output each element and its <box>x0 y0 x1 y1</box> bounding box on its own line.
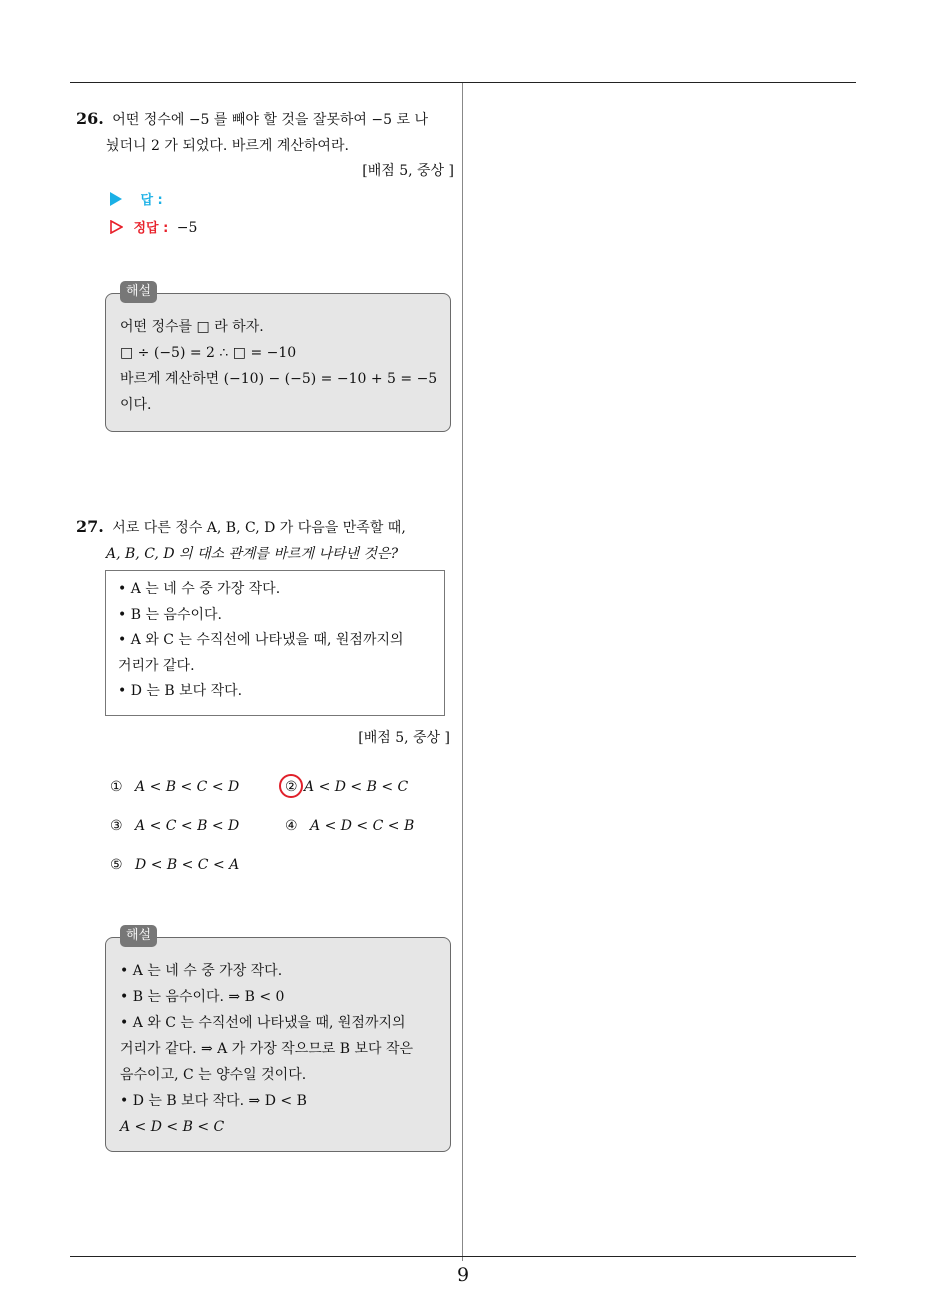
choice-4-number: ④ <box>285 818 298 834</box>
outline-triangle-icon <box>110 220 123 234</box>
choice-1-number: ① <box>110 779 123 795</box>
choice-5-text: D < B < C < A <box>135 857 240 873</box>
choice-4-text: A < D < C < B <box>310 818 415 834</box>
choice-5-number: ⑤ <box>110 857 123 873</box>
condition-line: 거리가 같다. <box>118 657 195 674</box>
question-26-text-line1: 어떤 정수에 −5 를 빼야 할 것을 잘못하여 −5 로 나 <box>112 112 428 128</box>
choice-1[interactable] <box>110 777 239 797</box>
question-27-text-line1: 서로 다른 정수 A, B, C, D 가 다음을 만족할 때, <box>112 520 406 536</box>
question-26-text-line2: 눴더니 2 가 되었다. 바르게 계산하여라. <box>106 138 349 154</box>
solution-box-26 <box>105 284 451 432</box>
page-number: 9 <box>456 1264 470 1286</box>
solution-tag: 해설 <box>120 281 157 303</box>
solution-tag: 해설 <box>120 925 157 947</box>
choice-2-number: ② <box>285 779 298 795</box>
choice-3-text: A < C < B < D <box>135 818 240 834</box>
choice-2-text: A < D < B < C <box>304 779 409 795</box>
choice-2[interactable] <box>285 777 408 797</box>
bottom-rule <box>70 1256 856 1257</box>
condition-line: • B 는 음수이다. <box>118 606 222 623</box>
solution-box-27 <box>105 928 451 1152</box>
question-27-score: [배점 5, 중상 ] <box>358 730 450 746</box>
solution-line: • D 는 B 보다 작다. ⇒ D < B <box>120 1093 307 1109</box>
solution-line: 거리가 같다. ⇒ A 가 가장 작으므로 B 보다 작은 <box>120 1041 414 1057</box>
column-divider <box>462 83 463 1261</box>
solution-line: • A 는 네 수 중 가장 작다. <box>120 963 283 979</box>
condition-line: • D 는 B 보다 작다. <box>118 683 243 699</box>
conditions-box <box>105 570 445 716</box>
solution-line: □ ÷ (−5) = 2 ∴ □ = −10 <box>120 345 297 361</box>
question-26-line1 <box>76 106 458 133</box>
question-27-number: 27. <box>76 517 104 536</box>
solution-line: 바르게 계산하면 (−10) − (−5) = −10 + 5 = −5 <box>120 371 438 387</box>
answer-row <box>110 190 163 210</box>
question-27 <box>76 514 458 567</box>
solution-line: A < D < B < C <box>120 1119 225 1135</box>
condition-line: • A 와 C 는 수직선에 나타냈을 때, 원점까지의 <box>118 632 404 648</box>
solution-line: • A 와 C 는 수직선에 나타냈을 때, 원점까지의 <box>120 1015 406 1031</box>
question-26-number: 26. <box>76 109 104 128</box>
choice-3-number: ③ <box>110 818 123 834</box>
question-26 <box>76 106 458 159</box>
correct-answer-label: 정답 : <box>133 221 169 236</box>
choice-5[interactable] <box>110 855 239 875</box>
question-27-line1 <box>76 514 458 541</box>
solution-line: 음수이고, C 는 양수일 것이다. <box>120 1067 307 1083</box>
correct-answer-row <box>110 218 197 238</box>
correct-answer-value: −5 <box>176 220 198 236</box>
play-triangle-icon <box>110 192 122 206</box>
choice-3[interactable] <box>110 816 239 836</box>
solution-line: 이다. <box>120 397 152 413</box>
choice-4[interactable] <box>285 816 414 836</box>
condition-line: • A 는 네 수 중 가장 작다. <box>118 581 281 597</box>
solution-line: • B 는 음수이다. ⇒ B < 0 <box>120 989 285 1005</box>
choice-1-text: A < B < C < D <box>135 779 240 795</box>
question-27-text-line2: A, B, C, D 의 대소 관계를 바르게 나타낸 것은? <box>106 546 399 562</box>
top-rule <box>70 82 856 83</box>
question-26-score: [배점 5, 중상 ] <box>362 163 454 179</box>
answer-label: 답 : <box>140 193 163 208</box>
solution-line: 어떤 정수를 □ 라 하자. <box>120 319 264 335</box>
